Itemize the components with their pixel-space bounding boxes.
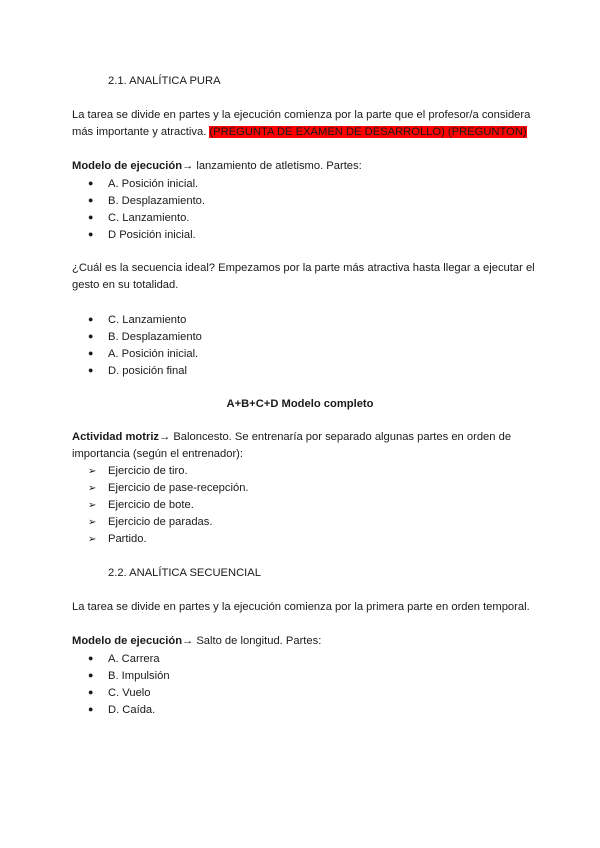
list-item-text: A. Posición inicial.: [108, 348, 199, 360]
activity-line-2: importancia (según el entrenador):: [72, 448, 244, 460]
list-item: [88, 363, 187, 378]
section-1-intro-line-2: [72, 125, 527, 139]
section-1-heading: 2.1. ANALÍTICA PURA: [108, 75, 221, 87]
list-item: [88, 312, 186, 327]
bullet-icon: ●: [88, 687, 94, 697]
list-item-text: A. Carrera: [108, 653, 160, 665]
list-item-text: Partido.: [108, 533, 147, 545]
section-2-heading: 2.2. ANALÍTICA SECUENCIAL: [108, 567, 261, 579]
list-item: [88, 515, 212, 530]
list-item: [88, 651, 160, 666]
list-item-text: D. Caída.: [108, 704, 156, 716]
bullet-icon: ●: [88, 365, 94, 375]
list-item: [88, 668, 170, 683]
arrow-bullet-icon: ➢: [88, 483, 97, 494]
list-item-text: C. Lanzamiento.: [108, 212, 190, 224]
section-1-intro-text: más importante y atractiva.: [72, 126, 207, 138]
section-2-model-line: [72, 634, 321, 648]
list-item-text: D Posición inicial.: [108, 229, 196, 241]
bullet-icon: ●: [88, 195, 94, 205]
bullet-icon: ●: [88, 348, 94, 358]
list-item: [88, 210, 189, 225]
arrow-bullet-icon: ➢: [88, 534, 97, 545]
list-item-text: Ejercicio de tiro.: [108, 465, 188, 477]
list-item: [88, 702, 155, 717]
activity-label: Actividad motriz: [72, 431, 160, 443]
arrow-bullet-icon: ➢: [88, 500, 97, 511]
question-line-2: gesto en su totalidad.: [72, 279, 179, 291]
question-line-1: ¿Cuál es la secuencia ideal? Empezamos por la parte más atractiva hasta llegar a ejecutar el: [72, 262, 535, 274]
complete-model-caption: A+B+C+D Modelo completo: [226, 398, 374, 410]
bullet-icon: ●: [88, 653, 94, 663]
list-item: [88, 329, 202, 344]
list-item: [88, 346, 198, 361]
bullet-icon: ●: [88, 229, 94, 239]
arrow-bullet-icon: ➢: [88, 517, 97, 528]
section-1-model-line: [72, 159, 362, 173]
bullet-icon: ●: [88, 670, 94, 680]
list-item-text: Ejercicio de paradas.: [108, 516, 213, 528]
list-item-text: B. Impulsión: [108, 670, 170, 682]
list-item: [88, 193, 205, 208]
list-item: [88, 464, 188, 479]
list-item: [88, 685, 151, 700]
bullet-icon: ●: [88, 331, 94, 341]
bullet-icon: ●: [88, 178, 94, 188]
list-item-text: B. Desplazamiento.: [108, 195, 206, 207]
list-item: [88, 532, 147, 547]
list-item-text: A. Posición inicial.: [108, 178, 199, 190]
model-label: Modelo de ejecución: [72, 635, 183, 647]
bullet-icon: ●: [88, 212, 94, 222]
activity-text: → Baloncesto. Se entrenaría por separado algunas partes en orden de: [159, 431, 512, 443]
arrow-bullet-icon: ➢: [88, 466, 97, 477]
list-item-text: C. Lanzamiento: [108, 314, 187, 326]
list-item-text: B. Desplazamiento: [108, 331, 202, 343]
exam-question-highlight: (PREGUNTA DE EXAMEN DE DESARROLLO) (PREGUNTON): [209, 126, 527, 138]
bullet-icon: ●: [88, 314, 94, 324]
bullet-icon: ●: [88, 704, 94, 714]
list-item: [88, 227, 196, 242]
section-1-intro-line-1: La tarea se divide en partes y la ejecución comienza por la parte que el profesor/a considera: [72, 109, 531, 121]
activity-line-1: [72, 430, 511, 444]
list-item-text: Ejercicio de bote.: [108, 499, 194, 511]
list-item-text: Ejercicio de pase-recepción.: [108, 482, 249, 494]
list-item: [88, 176, 198, 191]
section-2-intro: La tarea se divide en partes y la ejecución comienza por la primera parte en orden temporal.: [72, 601, 530, 613]
list-item-text: D. posición final: [108, 365, 187, 377]
list-item: [88, 481, 249, 496]
model-label: Modelo de ejecución: [72, 160, 183, 172]
list-item: [88, 498, 194, 513]
model-text: → Salto de longitud. Partes:: [182, 635, 322, 647]
model-text: → lanzamiento de atletismo. Partes:: [182, 160, 362, 172]
list-item-text: C. Vuelo: [108, 687, 151, 699]
